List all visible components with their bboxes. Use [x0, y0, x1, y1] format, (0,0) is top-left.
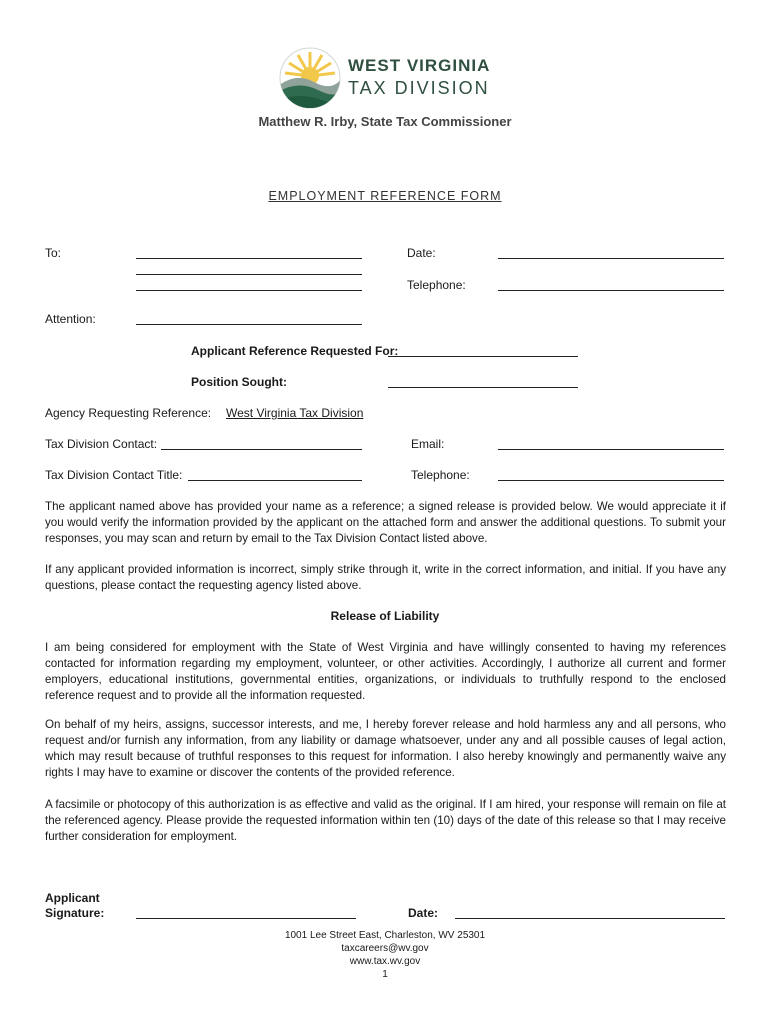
footer-address: 1001 Lee Street East, Charleston, WV 25301	[284, 930, 486, 941]
applicant-reference-label: Applicant Reference Requested For:	[191, 344, 399, 358]
logo-subtitle: TAX DIVISION	[348, 78, 490, 98]
to-line-3[interactable]	[136, 290, 362, 291]
logo-title: WEST VIRGINIA	[348, 56, 491, 75]
telephone-line[interactable]	[498, 290, 724, 291]
correction-paragraph: If any applicant provided information is incorrect, simply strike through it, write in the correct information, and initial. If you have any questions, please contact the requesting agency listed above.	[45, 563, 726, 592]
footer	[0, 929, 770, 981]
facsimile-paragraph: A facsimile or photocopy of this authorization is as effective and valid as the original. If I am hired, your response will remain on file at the referenced agency. Please provide the requested information within ten (10) days of the date of this release so that I may receive further consideration for employment.	[45, 798, 726, 843]
applicant-reference-line[interactable]	[388, 356, 578, 357]
to-label: To:	[45, 246, 62, 260]
contact-label: Tax Division Contact:	[45, 437, 158, 451]
release-heading: Release of Liability	[330, 609, 440, 623]
to-line-2[interactable]	[136, 274, 362, 275]
email-line[interactable]	[498, 449, 724, 450]
page-number: 1	[382, 969, 388, 980]
position-sought-label: Position Sought:	[191, 375, 287, 389]
contact-title-line[interactable]	[188, 480, 362, 481]
date-line[interactable]	[498, 258, 724, 259]
to-line-1[interactable]	[136, 258, 362, 259]
agency-value: West Virginia Tax Division	[226, 406, 364, 420]
telephone-label: Telephone:	[407, 278, 466, 292]
signature-label: Signature:	[45, 906, 105, 920]
footer-email: taxcareers@wv.gov	[341, 943, 429, 954]
signature-date-line[interactable]	[455, 918, 725, 919]
date-label: Date:	[407, 246, 436, 260]
logo	[278, 46, 498, 110]
position-sought-line[interactable]	[388, 387, 578, 388]
contact-title-label: Tax Division Contact Title:	[45, 468, 183, 482]
consent-paragraph: I am being considered for employment with the State of West Virginia and have willingly consented to having my references contacted for information regarding my employment, volunteer, or other activities. Accordingly, I authorize all current and former employers, educational institutions, governmental entities, organizations, or individuals to truthfully respond to the enclosed reference request and to provide all the information requested.	[45, 641, 726, 702]
telephone2-label: Telephone:	[411, 468, 470, 482]
email-label: Email:	[411, 437, 445, 451]
signature-date-label: Date:	[408, 906, 439, 920]
logo-emblem-icon	[278, 46, 342, 110]
agency-label: Agency Requesting Reference:	[45, 406, 212, 420]
footer-website: www.tax.wv.gov	[349, 956, 421, 967]
release-paragraph: On behalf of my heirs, assigns, successor interests, and me, I hereby forever release and hold harmless any and all persons, who request and/or furnish any information, from any liability or damage whatsoever, under any and all possible causes of legal action, which may result because of truthful responses to this request for information. I also hereby knowingly and permanently waive any rights I may have to examine or discover the contents of the provided reference.	[45, 718, 726, 779]
commissioner-name: Matthew R. Irby, State Tax Commissioner	[258, 114, 512, 129]
attention-line[interactable]	[136, 324, 362, 325]
applicant-label: Applicant	[45, 891, 100, 905]
attention-label: Attention:	[45, 312, 96, 326]
signature-line[interactable]	[136, 918, 356, 919]
contact-line[interactable]	[161, 449, 362, 450]
intro-paragraph: The applicant named above has provided your name as a reference; a signed release is provided below. We would appreciate it if you would verify the information provided by the applicant on the attached form and answer the additional questions. To submit your responses, you may scan and return by email to the Tax Division Contact listed above.	[45, 500, 726, 545]
form-title: EMPLOYMENT REFERENCE FORM	[268, 189, 502, 203]
telephone2-line[interactable]	[498, 480, 724, 481]
